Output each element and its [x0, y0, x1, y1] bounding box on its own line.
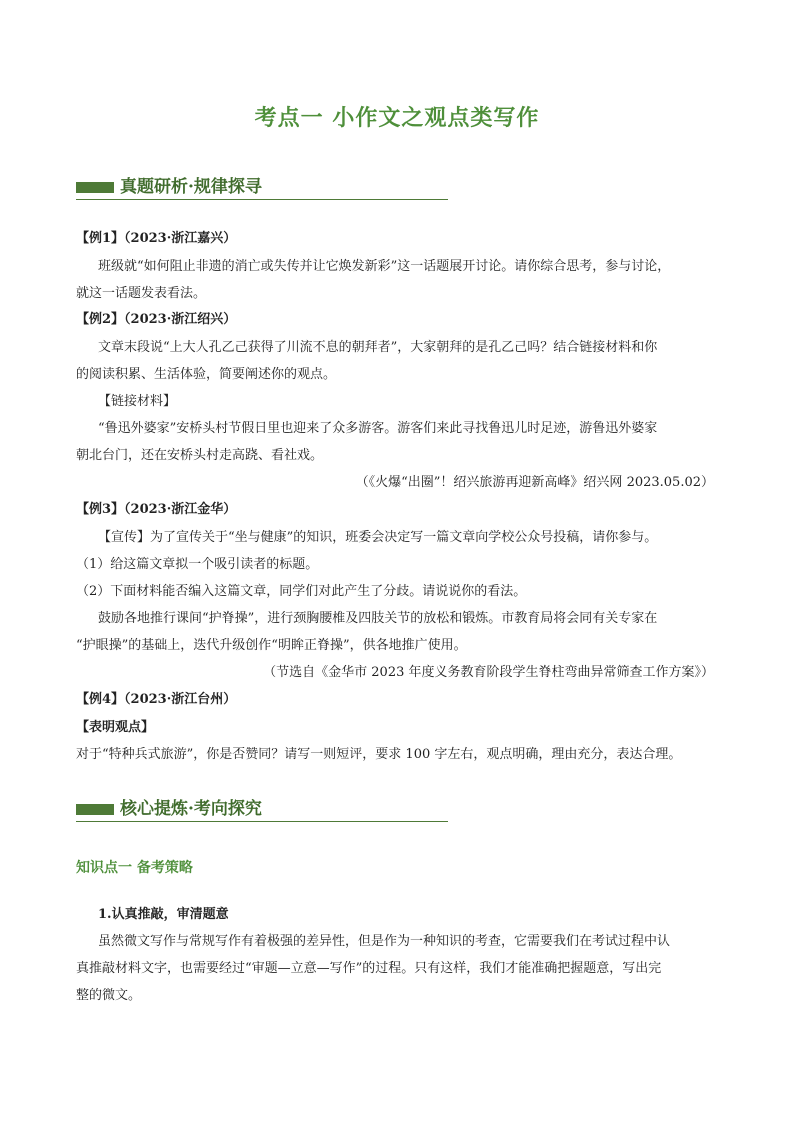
example-4-subhead: 【表明观点】 — [76, 720, 155, 735]
section-header-analysis — [76, 172, 448, 200]
example-4-tag: 【例4】（2023·浙江台州） — [76, 692, 237, 707]
material-line: 鼓励各地推行课间“护脊操”，进行颈胸腰椎及四肢关节的放松和锻炼。市教育局将会同有关专家在 — [98, 611, 658, 626]
section-header-core — [76, 794, 448, 822]
example-2-text-line: 文章末段说“上大人孔乙己获得了川流不息的朝拜者”，大家朝拜的是孔乙己吗？结合链接材料和你 — [98, 340, 658, 355]
question-item: （2）下面材料能否编入这篇文章，同学们对此产生了分歧。请说说你的看法。 — [76, 584, 527, 599]
link-material-line: “鲁迅外婆家”安桥头村节假日里也迎来了众多游客。游客们来此寻找鲁迅儿时足迹，游鲁迅外婆家 — [98, 421, 658, 436]
page-title: 考点一 小作文之观点类写作 — [254, 106, 540, 131]
example-1-text-line: 班级就“如何阻止非遗的消亡或失传并让它焕发新彩”这一话题展开讨论。请你综合思考，参与讨论， — [98, 259, 671, 274]
example-1-tag: 【例1】（2023·浙江嘉兴） — [76, 231, 237, 246]
example-2-tag: 【例2】（2023·浙江绍兴） — [76, 312, 237, 327]
point-text-line: 真推敲材料文字，也需要经过“审题—立意—写作”的过程。只有这样，我们才能准确把握题意，写出完 — [76, 961, 662, 976]
section-underline — [76, 199, 448, 200]
link-material-line: 朝北台门，还在安桥头村走高跷、看社戏。 — [76, 448, 324, 463]
knowledge-point-heading: 知识点一 备考策略 — [76, 860, 193, 876]
section-title: 真题研析·规律探寻 — [120, 177, 262, 197]
section-title: 核心提炼·考向探究 — [120, 799, 262, 819]
material-source: （节选自《金华市 2023 年度义务教育阶段学生脊柱弯曲异常筛查工作方案》） — [263, 665, 714, 680]
section-bar-icon — [76, 804, 114, 815]
point-text-line: 虽然微文写作与常规写作有着极强的差异性，但是作为一种知识的考查，它需要我们在考试过程中认 — [98, 934, 671, 949]
example-1-text-line: 就这一话题发表看法。 — [76, 286, 207, 301]
example-2-text-line: 的阅读积累、生活体验，简要阐述你的观点。 — [76, 367, 337, 382]
question-item: （1）给这篇文章拟一个吸引读者的标题。 — [76, 557, 319, 572]
example-3-text-line: 【宣传】为了宣传关于“坐与健康”的知识，班委会决定写一篇文章向学校公众号投稿，请你参与。 — [98, 530, 658, 545]
example-4-text-line: 对于“特种兵式旅游”，你是否赞同？请写一则短评，要求 100 字左右，观点明确，理由充分，表达合理。 — [76, 747, 682, 762]
section-underline — [76, 821, 448, 822]
point-text-line: 整的微文。 — [76, 988, 142, 1003]
material-source: （《火爆“出圈”！绍兴旅游再迎新高峰》绍兴网 2023.05.02） — [355, 475, 714, 490]
material-line: “护眼操”的基础上，迭代升级创作“明眸正脊操”，供各地推广使用。 — [76, 638, 467, 653]
example-3-tag: 【例3】（2023·浙江金华） — [76, 502, 237, 517]
point-heading: 1.认真推敲，审清题意 — [98, 907, 229, 922]
section-bar-icon — [76, 182, 114, 193]
link-material-label: 【链接材料】 — [98, 394, 177, 409]
